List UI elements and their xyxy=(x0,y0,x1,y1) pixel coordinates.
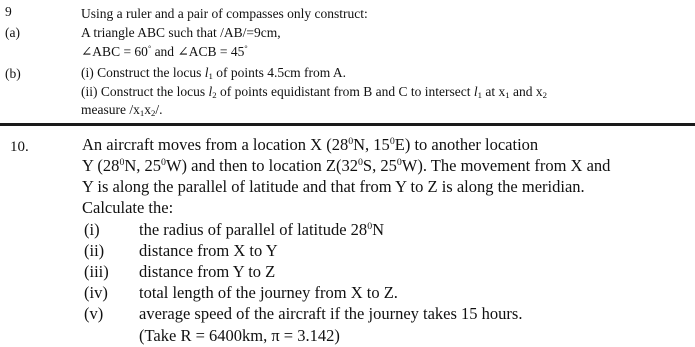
item-text-end: N xyxy=(372,220,385,239)
part-b-ii-text: (ii) Construct the locus xyxy=(81,84,209,99)
item-v-label: (v) xyxy=(84,304,104,323)
q10-text: W). The movement from X and xyxy=(401,156,611,175)
question-9-part-b-label: (b) xyxy=(5,66,21,81)
and-text: and xyxy=(151,44,178,59)
question-9-measure xyxy=(81,103,163,117)
question-9-instruction: Using a ruler and a pair of compasses only construct: xyxy=(81,6,368,21)
question-10-line-2 xyxy=(82,158,610,175)
subscript: 1 xyxy=(477,90,483,101)
item-i-text xyxy=(139,222,384,239)
locus-symbol: l xyxy=(208,84,213,99)
q10-text: S, 25 xyxy=(362,156,397,175)
q10-text: N, 25 xyxy=(124,156,162,175)
q10-text: W) and then to location Z(32 xyxy=(165,156,358,175)
degree-sign: 0 xyxy=(389,136,395,148)
question-10-line-3: Y is along the parallel of latitude and that from Y to Z is along the meridian. xyxy=(82,177,585,196)
question-9-angles xyxy=(81,45,248,59)
question-10-calculate-label: Calculate the: xyxy=(82,198,174,217)
degree-sign: ° xyxy=(244,44,248,54)
subscript: 2 xyxy=(542,90,548,101)
part-b-ii-text-mid: of points equidistant from B and C to intersect xyxy=(216,84,474,99)
q10-text: E) to another location xyxy=(394,135,539,154)
part-b-ii-text-and: and x xyxy=(509,84,543,99)
subscript: 2 xyxy=(151,108,156,119)
locus-symbol: l xyxy=(473,84,478,99)
constants-note: (Take R = 6400km, π = 3.142) xyxy=(139,326,340,345)
item-iii-text: distance from Y to Z xyxy=(139,262,276,281)
degree-sign: 0 xyxy=(119,157,125,169)
subscript: 1 xyxy=(505,90,510,101)
degree-sign: 0 xyxy=(161,157,166,169)
degree-sign: ° xyxy=(147,44,152,54)
question-10-number: 10. xyxy=(10,139,29,155)
measure-x: x xyxy=(144,102,151,117)
question-9-number: 9 xyxy=(5,4,12,19)
degree-sign: 0 xyxy=(348,136,354,148)
part-b-i-text-end: of points 4.5cm from A. xyxy=(212,65,347,80)
degree-sign: 0 xyxy=(357,157,363,169)
part-b-ii-text-at: at x xyxy=(482,84,506,99)
item-ii-text: distance from X to Y xyxy=(139,241,278,260)
locus-symbol: l xyxy=(204,65,209,80)
subscript: 1 xyxy=(139,108,145,119)
subscript: 2 xyxy=(212,90,217,101)
degree-sign: 0 xyxy=(367,221,373,233)
item-iv-label: (iv) xyxy=(84,283,108,302)
measure-text: measure /x xyxy=(81,102,140,117)
item-iv-text: total length of the journey from X to Z. xyxy=(139,283,398,302)
subscript: 1 xyxy=(208,71,213,82)
question-9-part-b-ii xyxy=(81,85,547,99)
angle-acb-text: ∠ACB = 45 xyxy=(177,44,245,59)
angle-abc-text: ∠ABC = 60 xyxy=(81,44,148,59)
item-ii-label: (ii) xyxy=(84,241,105,260)
question-9-triangle-spec: A triangle ABC such that /AB/=9cm, xyxy=(81,25,281,40)
section-divider xyxy=(0,123,695,126)
measure-end: /. xyxy=(155,102,163,117)
question-9-part-b-i xyxy=(81,66,346,80)
degree-sign: 0 xyxy=(396,157,402,169)
part-b-i-text: (i) Construct the locus xyxy=(81,65,205,80)
q10-text: An aircraft moves from a location X (28 xyxy=(82,135,349,154)
item-v-text: average speed of the aircraft if the journey takes 15 hours. xyxy=(139,304,523,323)
q10-text: N, 15 xyxy=(353,135,390,154)
item-text: the radius of parallel of latitude 28 xyxy=(139,220,368,239)
question-10-line-1 xyxy=(82,137,538,154)
question-9-part-a-label: (a) xyxy=(5,25,20,40)
q10-text: Y (28 xyxy=(82,156,120,175)
item-i-label: (i) xyxy=(84,220,100,239)
item-iii-label: (iii) xyxy=(84,262,109,281)
